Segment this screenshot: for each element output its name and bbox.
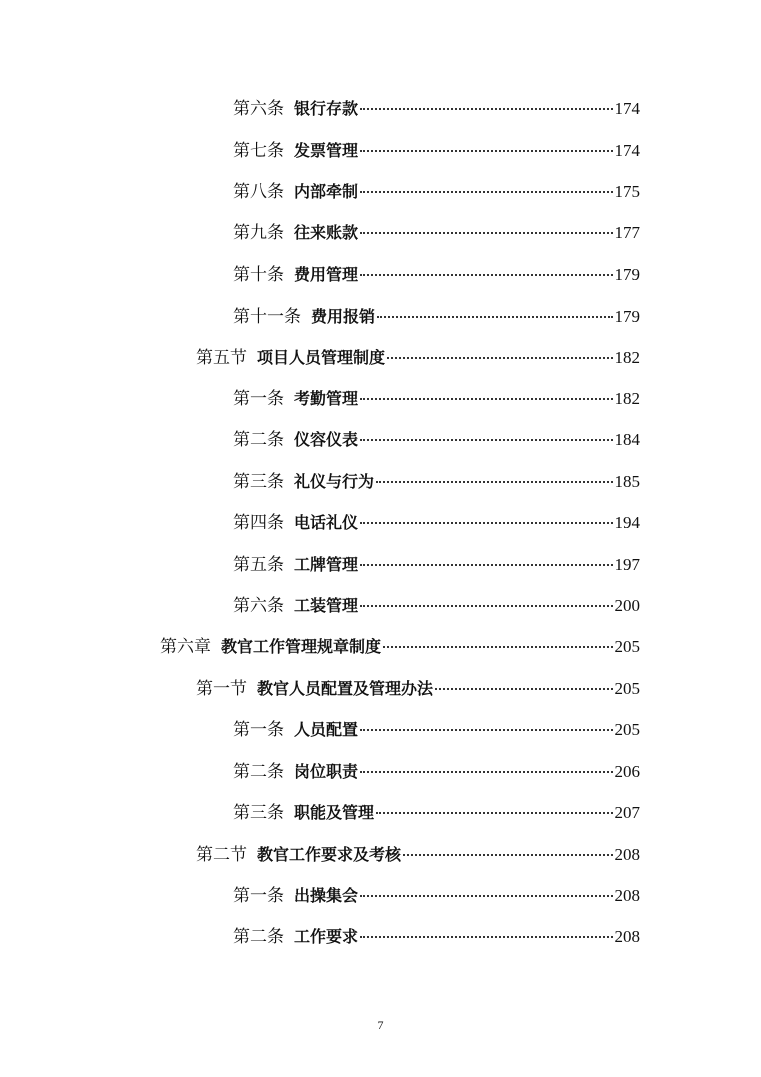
toc-entry-label: 第七条	[233, 141, 284, 161]
toc-entry-title: 岗位职责	[294, 762, 359, 781]
toc-entry-section[interactable]	[196, 842, 640, 868]
toc-entry-title: 往来账款	[294, 223, 359, 242]
toc-entry-title: 项目人员管理制度	[257, 348, 386, 367]
toc-entry-title: 教官工作要求及考核	[257, 845, 402, 864]
dot-leader	[376, 481, 612, 483]
toc-entry-label: 第一条	[233, 389, 284, 409]
toc-entry[interactable]	[233, 759, 640, 785]
dot-leader	[360, 936, 612, 938]
toc-entry-label: 第九条	[233, 223, 284, 243]
toc-entry-label: 第六条	[233, 596, 284, 616]
toc-entry-page: 197	[614, 555, 640, 574]
toc-entry-title: 费用报销	[311, 307, 376, 326]
toc-entry-label: 第五节	[196, 348, 247, 368]
dot-leader	[360, 895, 612, 897]
toc-entry-title: 考勤管理	[294, 389, 359, 408]
toc-entry-title: 教官工作管理规章制度	[221, 637, 382, 656]
dot-leader	[377, 316, 612, 318]
dot-leader	[360, 398, 612, 400]
toc-entry-label: 第二条	[233, 927, 284, 947]
toc-entry-title: 仪容仪表	[294, 430, 359, 449]
toc-entry-label: 第三条	[233, 803, 284, 823]
toc-entry[interactable]	[233, 469, 640, 495]
dot-leader	[360, 232, 612, 234]
toc-entry-page: 205	[614, 637, 640, 656]
dot-leader	[435, 688, 612, 690]
toc-entry-page: 174	[614, 141, 640, 160]
toc-entry-title: 内部牵制	[294, 182, 359, 201]
toc-entry[interactable]	[233, 593, 640, 619]
dot-leader	[360, 522, 612, 524]
toc-entry-label: 第八条	[233, 182, 284, 202]
toc-entry[interactable]	[233, 552, 640, 578]
toc-entry-page: 182	[614, 389, 640, 408]
toc-entry[interactable]	[233, 386, 640, 412]
dot-leader	[360, 439, 612, 441]
dot-leader	[360, 605, 612, 607]
dot-leader	[360, 729, 612, 731]
toc-entry[interactable]	[233, 262, 640, 288]
toc-entry-title: 电话礼仪	[294, 513, 359, 532]
toc-entry-label: 第六章	[160, 637, 211, 657]
dot-leader	[360, 150, 612, 152]
toc-entry-page: 179	[614, 265, 640, 284]
toc-entry-section[interactable]	[196, 676, 640, 702]
toc-entry-title: 工作要求	[294, 927, 359, 946]
toc-entry[interactable]	[233, 427, 640, 453]
toc-entry[interactable]	[233, 510, 640, 536]
toc-entry-page: 177	[614, 223, 640, 242]
toc-entry-page: 208	[614, 927, 640, 946]
toc-entry-label: 第二节	[196, 845, 247, 865]
dot-leader	[360, 274, 612, 276]
toc-entry-page: 175	[614, 182, 640, 201]
toc-entry-page: 184	[614, 430, 640, 449]
toc-entry-page: 205	[614, 720, 640, 739]
toc-entry-page: 200	[614, 596, 640, 615]
toc-entry[interactable]	[233, 96, 640, 122]
toc-entry-page: 208	[614, 886, 640, 905]
toc-entry-page: 205	[614, 679, 640, 698]
toc-entry-title: 银行存款	[294, 99, 359, 118]
toc-entry-chapter[interactable]	[160, 634, 640, 660]
dot-leader	[387, 357, 612, 359]
toc-entry-page: 185	[614, 472, 640, 491]
dot-leader	[360, 771, 612, 773]
toc-entry-page: 179	[614, 307, 640, 326]
toc-entry-label: 第十条	[233, 265, 284, 285]
toc-entry-label: 第十一条	[233, 307, 301, 327]
toc-entry-section[interactable]	[196, 345, 640, 371]
toc-entry[interactable]	[233, 138, 640, 164]
toc-entry[interactable]	[233, 924, 640, 950]
toc-entry-label: 第五条	[233, 555, 284, 575]
toc-entry-page: 194	[614, 513, 640, 532]
page-number: 7	[377, 1018, 384, 1032]
dot-leader	[360, 564, 612, 566]
toc-entry-page: 207	[614, 803, 640, 822]
toc-entry-label: 第四条	[233, 513, 284, 533]
toc-entry-page: 208	[614, 845, 640, 864]
toc-entry-label: 第六条	[233, 99, 284, 119]
toc-entry-label: 第二条	[233, 430, 284, 450]
toc-entry-title: 发票管理	[294, 141, 359, 160]
toc-entry-page: 206	[614, 762, 640, 781]
toc-entry-page: 182	[614, 348, 640, 367]
toc-entry[interactable]	[233, 220, 640, 246]
toc-entry-title: 礼仪与行为	[294, 472, 375, 491]
toc-entry[interactable]	[233, 717, 640, 743]
toc-entry-title: 职能及管理	[294, 803, 375, 822]
dot-leader	[360, 191, 612, 193]
toc-entry-label: 第三条	[233, 472, 284, 492]
dot-leader	[403, 854, 612, 856]
toc-entry-title: 教官人员配置及管理办法	[257, 679, 434, 698]
toc-entry-label: 第一节	[196, 679, 247, 699]
dot-leader	[376, 812, 612, 814]
toc-entry-label: 第一条	[233, 886, 284, 906]
toc-entry-label: 第二条	[233, 762, 284, 782]
dot-leader	[360, 108, 612, 110]
toc-entry[interactable]	[233, 800, 640, 826]
toc-entry-title: 工装管理	[294, 596, 359, 615]
toc-entry-label: 第一条	[233, 720, 284, 740]
toc-entry-title: 人员配置	[294, 720, 359, 739]
toc-entry[interactable]	[233, 883, 640, 909]
toc-entry-title: 出操集会	[294, 886, 359, 905]
toc-entry-page: 174	[614, 99, 640, 118]
dot-leader	[383, 646, 612, 648]
toc-entry-title: 费用管理	[294, 265, 359, 284]
toc-entry-title: 工牌管理	[294, 555, 359, 574]
toc-entry[interactable]	[233, 304, 640, 330]
toc-entry[interactable]	[233, 179, 640, 205]
